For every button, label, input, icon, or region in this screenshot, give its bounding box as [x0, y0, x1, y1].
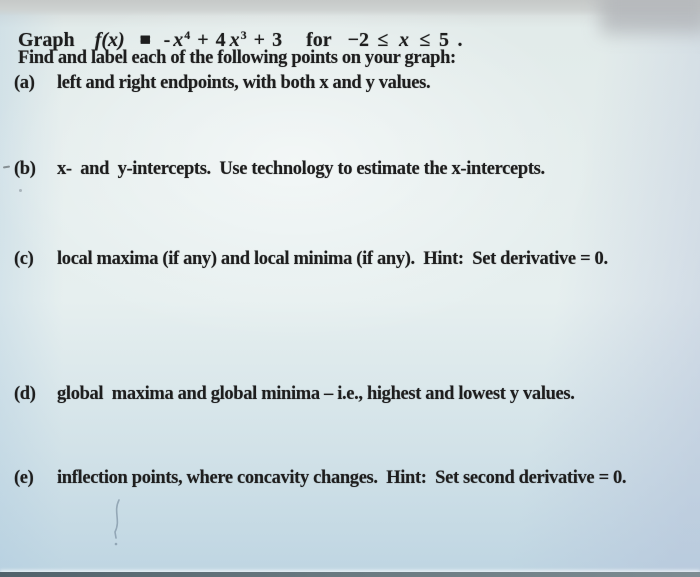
scan-edge-top [0, 0, 700, 16]
term-coefficient: 3 [272, 29, 283, 51]
plus-sign: + [253, 29, 266, 51]
item-c [14, 248, 608, 271]
item-b-text: x- and y-intercepts. Use technology to estimate the x-intercepts. [57, 159, 545, 179]
term-coefficient: 4 [215, 29, 226, 51]
item-e-text: inflection points, where concavity changes. Hint: Set second derivative = 0. [57, 468, 627, 488]
item-b-label: (b) [14, 159, 36, 179]
scan-shade-top-right [600, 0, 700, 34]
term-variable: x [173, 29, 184, 51]
graph-word: Graph [18, 29, 75, 51]
term-exponent: 3 [240, 28, 247, 42]
item-c-text: local maxima (if any) and local minima (if any). Hint: Set derivative = 0. [57, 249, 608, 269]
item-e-label: (e) [14, 468, 34, 488]
item-a-label: (a) [14, 73, 35, 93]
minus-sign: - [163, 29, 171, 51]
domain-variable: x [398, 29, 409, 51]
plus-sign: + [197, 29, 209, 51]
instruction-line: Find and label each of the following points on your graph: [18, 48, 456, 68]
term-variable: x [229, 29, 240, 51]
function-notation: f(x) [94, 29, 125, 51]
stray-pen-dot [19, 189, 22, 192]
domain-upper-bound: ≤ 5 . [419, 29, 463, 51]
item-a [14, 72, 430, 95]
item-d-label: (d) [14, 384, 36, 404]
scan-edge-bottom [0, 572, 700, 577]
stray-pen-dash [3, 166, 10, 169]
term-exponent: 4 [184, 28, 191, 42]
item-c-label: (c) [14, 249, 34, 269]
item-d-text: global maxima and global minima – i.e., highest and lowest y values. [57, 384, 575, 404]
item-e [14, 467, 626, 490]
item-b [14, 158, 545, 181]
stray-pen-squiggle [108, 498, 130, 550]
equals-sign: = [139, 29, 151, 51]
domain-lower-bound: −2 ≤ [347, 29, 389, 51]
item-d [14, 383, 575, 406]
for-word: for [306, 29, 332, 51]
item-a-text: left and right endpoints, with both x and y values. [57, 73, 431, 93]
